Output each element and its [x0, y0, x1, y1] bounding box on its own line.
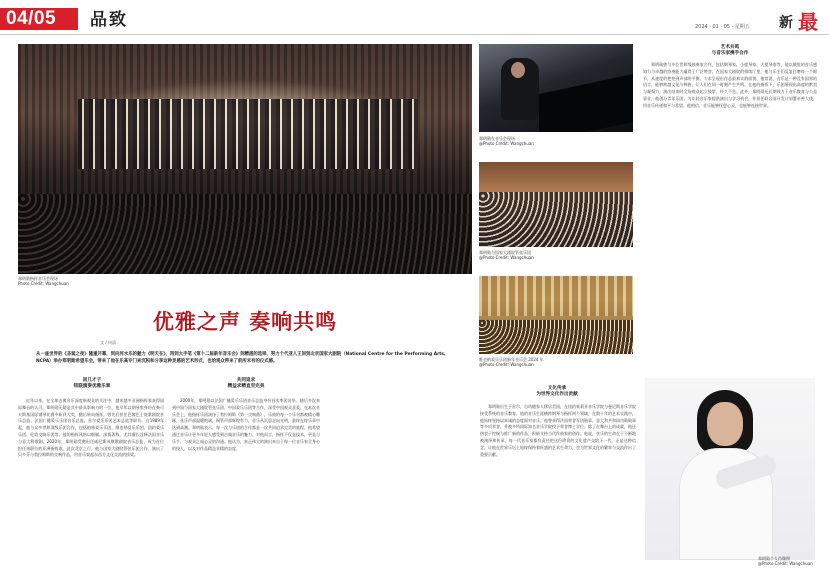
grand-piano — [539, 74, 633, 132]
portrait-face — [707, 402, 743, 446]
header-divider — [0, 34, 829, 35]
column-4-body: 郑明勋出生于首尔，自幼随家人移居美国，在纽约茱莉亚音乐学院与曼尼斯音乐学院接受系统的音乐教育。他的音乐生涯横跨钢琴与指挥两个领域，在数十年的艺术实践中，他始终坚持以真诚的态度面对音乐。他曾获得法国荣誉军团勋章、意大利共和国功勋勋章等多项荣誉，并被多所国际知名音乐学院授予荣誉博士学位。除了在舞台上的成就，他还热衷于挖掘与推广新的作品，积极支持当代作曲家的创作。他说，音乐的生命在于不断地被演绎和传承，每一代音乐家都有责任把这份珍贵的文化遗产交给下一代。正是这种信念，让他在世界乐坛上始终保持着旺盛的艺术生命力，也为世界文化的繁荣与交流作出了重要贡献。 — [480, 404, 636, 457]
orchestra-members — [479, 192, 633, 247]
portrait-photo — [645, 378, 815, 560]
article-headline: 优雅之声 奏响共鸣 — [152, 310, 338, 334]
column-2-body: 2000年，郑明勋以法国广播爱乐乐团音乐总监身份首次率团访华，随后多次来到中国与国家大剧院管弦乐团、中国爱乐乐团等合作，深受中国观众喜爱。在本次音乐会上，他指挥乐团演绎了勃拉姆斯《第一交响曲》，乐曲的每一个乐句都被精心雕琢，弦乐声部温暖饱满，铜管声部辉煌有力，音乐从沉思走向光明，最终在终乐章中达到高潮。郑明勋表示，每一次与乐团的合作都是一次共同追求完美的旅程，他希望通过音乐让更多年轻人感受到古典音乐的魅力。对他而言，指挥不仅是技术，更是与乐手、与观众之间心灵的沟通。他认为，真正伟大的演出来自于每一位音乐家全身心的投入，以及对作品精益求精的态度。 — [172, 398, 320, 451]
logo-char-2: 最 — [798, 10, 818, 34]
hall-audience — [479, 320, 633, 354]
author-byline: 文 / 何清 — [100, 340, 116, 345]
page-number: 04/05 — [6, 8, 57, 29]
orchestra-caption: 郑明勋与国家大剧院管弦乐团 @Photo Credit: Wangchuan — [479, 250, 534, 260]
hall-caption: 维也纳爱乐乐团新年音乐会 2024 年 @Photo Credit: Wangchuan — [479, 357, 544, 367]
main-photo-caption: 郑明勋指挥音乐会现场 Photo Credit: Wangchuan — [18, 276, 69, 286]
orchestra-photo — [479, 162, 633, 247]
column-2-heading: 共同追求 精益求精直至完美 — [227, 378, 265, 389]
column-1-heading: 回几才子 钮联演奏优雅乐章 — [73, 378, 111, 389]
column-3-body: 郑明勋曾与多位世界级独奏家合作，包括钢琴家、小提琴家、大提琴家等，他以敏锐的音乐感知力与卓越的协奏能力赢得了广泛赞誉。在国家大剧院的排练厅里，他与乐手们反复打磨每一个细节，从速度的把控到声部的平衡，力求呈现出作品最真实的面貌。他常说，音乐是一种没有国界的语言，能够跨越文化与种族，让人们在同一时刻产生共鸣。在他的指挥下，乐团展现出高度的默契与凝聚力，演出结束时全场观众起立鼓掌，经久不息。此外，郑明勋还长期致力于音乐教育与公益事业，他创办青年乐团，为年轻音乐家提供演出与学习机会，并担任联合国开发计划署亲善大使，用音乐传递和平与希望。他相信，音乐能够抚慰心灵，也能够连接世界。 — [643, 62, 817, 108]
column-3-heading: 艺术共鸣 与音乐家携手合作 — [711, 45, 749, 56]
column-1-body: 近年以来，在全球古典音乐深度新观众的关注中，越来越多亚洲指挥家获得国际舞台的认可。郑明勋无疑是其中最具影响力的一位，他早年以钢琴家身份在柴可夫斯基国际钢琴比赛中斩获大奖，随后转向指挥，曾先后担任巴黎巴士底歌剧院音乐总监、法国广播爱乐乐团音乐总监、首尔爱乐乐团艺术总监等职位。自1989年起，他与众多世界顶级乐团合作，包括柏林爱乐乐团、维也纳爱乐乐团、纽约爱乐乐团、伦敦交响乐团等。他的指挥风格以细腻、深情著称，尤其擅长诠释法国音乐与意大利歌剧。2020年，郑明勋受邀出任威尼斯凤凰歌剧院音乐总监，成为首位担任该职位的亚洲指挥家。此次北京之行，他与国家大剧院管弦乐团合作，演出了贝多芬与勃拉姆斯的交响作品，用音乐架起东西方文化交流的桥梁。 — [18, 398, 164, 458]
golden-hall-photo — [479, 276, 633, 354]
logo-char-1: 新 — [779, 15, 793, 31]
issue-date: 2024 · 01 · 05 · 星期五 — [695, 24, 750, 30]
article-lead: 从一座世界的《圣诞之夜》隆重开幕，到向河水乐的魅力《明天在》，再到大手笔《第十二届新年音乐会》到精湛的选择，努力个代亚人王回到北京国家大剧院（National Centre for the Performing Arts, NCPA）举办郑明勋希望乐会，带来了他在乐高专门来沉积和分享这种灵感的艺术形式，也给观众带来了前所未有的仪式感。 — [36, 352, 446, 364]
orchestra-on-stage — [78, 99, 418, 169]
section-title: 品致 — [90, 10, 128, 30]
column-4-heading: 文化传承 为世界文化作出贡献 — [536, 386, 578, 397]
concert-hall-photo — [18, 44, 472, 274]
portrait-caption: 郑明勋个人肖像照 @Photo Credit: Wangchuan — [758, 556, 813, 566]
pianist-photo — [479, 44, 633, 132]
pianist-face — [511, 62, 525, 78]
pianist-caption: 郑明勋在音乐会现场 @Photo Credit: Wangchuan — [479, 136, 534, 146]
audience — [18, 194, 472, 274]
hall-columns — [479, 276, 633, 316]
